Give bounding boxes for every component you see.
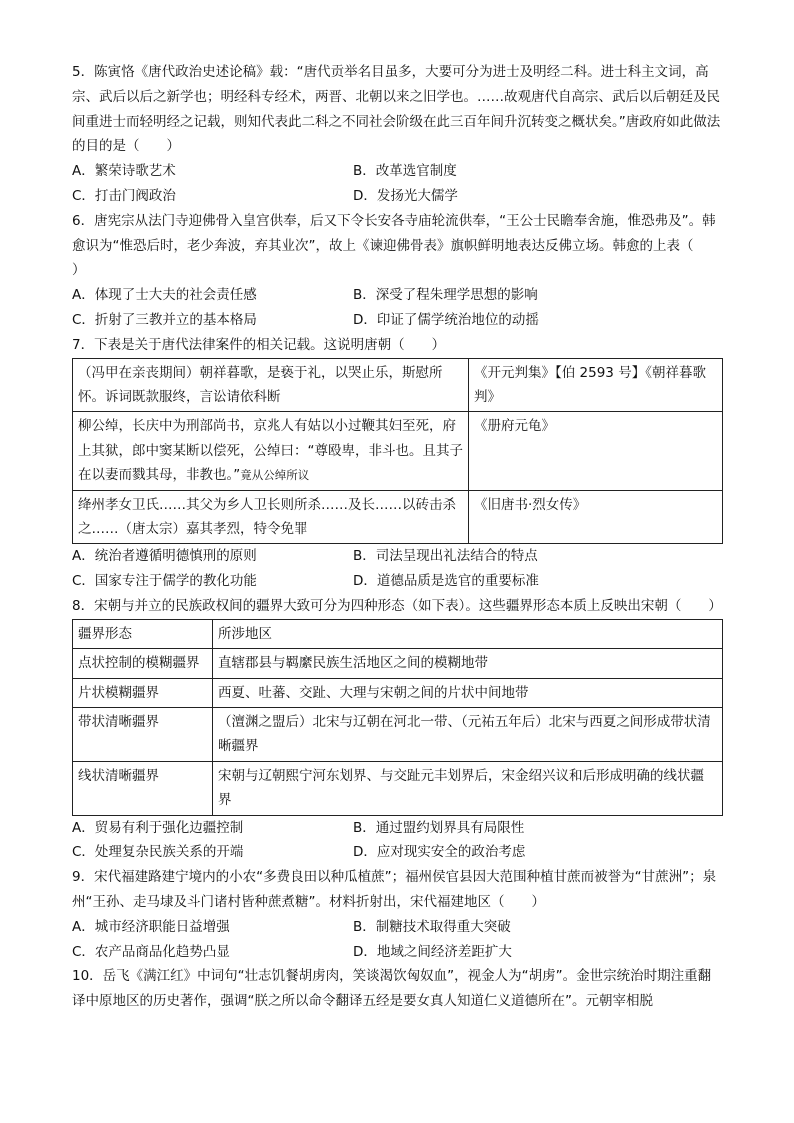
question-10-stem: 10．岳飞《满江红》中词句“壮志饥餐胡虏肉，笑谈渴饮匈奴血”，视金人为“胡虏”。金世宗统治时期注重翻译中原地区的历史著作，强调“朕之所以命令翻译五经是要女真人知道仁义道德所在”。元朝宰相脱 — [72, 968, 712, 1010]
table-cell: 宋朝与辽朝熙宁河东划界、与交趾元丰划界后，宋金绍兴议和后形成明确的线状疆界 — [213, 761, 723, 815]
table-header-row — [73, 619, 723, 648]
table-cell-source: 《旧唐书·烈女传》 — [469, 490, 723, 544]
question-7-stem: 7．下表是关于唐代法律案件的相关记载。这说明唐朝（ ） — [72, 336, 446, 353]
table-row — [73, 761, 723, 815]
question-6-options — [72, 283, 722, 333]
question-8-stem: 8．宋朝与并立的民族政权间的疆界大致可分为四种形态（如下表）。这些疆界形态本质上反映出宋朝（ ） — [72, 598, 722, 614]
border-forms-table — [72, 619, 723, 816]
option-c[interactable]: C．处理复杂民族关系的开端 — [72, 844, 244, 861]
option-b[interactable]: B．改革选官制度 — [353, 163, 457, 180]
question-9-options — [72, 915, 722, 965]
table-row — [73, 649, 723, 678]
table-cell: 直辖郡县与羁縻民族生活地区之间的模糊地带 — [213, 649, 723, 678]
option-c[interactable]: C．打击门阀政治 — [72, 187, 176, 204]
question-7-options — [72, 544, 722, 594]
table-cell-source: 《册府元龟》 — [469, 412, 723, 490]
question-10 — [72, 964, 722, 1014]
exam-page — [72, 60, 722, 1014]
table-cell: 片状模糊疆界 — [73, 678, 213, 707]
table-cell: 西夏、吐蕃、交趾、大理与宋朝之间的片状中间地带 — [213, 678, 723, 707]
option-a[interactable]: A．统治者遵循明德慎刑的原则 — [72, 548, 257, 565]
question-8-options — [72, 816, 722, 866]
option-a[interactable]: A．体现了士大夫的社会责任感 — [72, 287, 257, 304]
question-7 — [72, 333, 722, 594]
option-d[interactable]: D．道德品质是选官的重要标准 — [353, 573, 539, 590]
table-header-cell: 疆界形态 — [73, 619, 213, 648]
option-d[interactable]: D．地域之间经济差距扩大 — [353, 943, 512, 960]
option-b[interactable]: B．通过盟约划界具有局限性 — [353, 819, 525, 836]
table-cell-content — [73, 412, 469, 490]
option-d[interactable]: D．发扬光大儒学 — [353, 187, 458, 204]
question-5-options — [72, 159, 722, 209]
table-cell: 点状控制的模糊疆界 — [73, 649, 213, 678]
option-d[interactable]: D．应对现实安全的政治考虑 — [353, 844, 526, 861]
question-5 — [72, 60, 722, 209]
table-row — [73, 490, 723, 544]
question-5-stem: 5．陈寅恪《唐代政治史述论稿》载：“唐代贡举名目虽多，大要可分为进士及明经二科。进士科主文词，高宗、武后以后之新学也；明经科专经术，两晋、北朝以来之旧学也。……故观唐代自高宗、武后以后朝廷及民间重进士而轻明经之记载，则知代表此二科之不同社会阶级在此三百年间升沉转变之概状矣。”唐政府如此做法的目的是（ ） — [72, 64, 721, 155]
option-d[interactable]: D．印证了儒学统治地位的动摇 — [353, 311, 539, 328]
table-header-cell: 所涉地区 — [213, 619, 723, 648]
option-b[interactable]: B．制糖技术取得重大突破 — [353, 918, 511, 935]
option-b[interactable]: B．司法呈现出礼法结合的特点 — [353, 548, 538, 565]
table-cell-source: 《开元判集》【伯 2593 号】《朝祥暮歌判》 — [469, 358, 723, 412]
option-a[interactable]: A．繁荣诗歌艺术 — [72, 163, 176, 180]
table-row — [73, 412, 723, 490]
table-cell: 带状清晰疆界 — [73, 708, 213, 762]
law-cases-table — [72, 358, 723, 545]
option-c[interactable]: C．农产品商品化趋势凸显 — [72, 943, 230, 960]
question-6 — [72, 209, 722, 333]
option-a[interactable]: A．贸易有利于强化边疆控制 — [72, 819, 244, 836]
option-b[interactable]: B．深受了程朱理学思想的影响 — [353, 287, 538, 304]
question-6-stem: 6．唐宪宗从法门寺迎佛骨入皇宫供奉，后又下令长安各寺庙轮流供奉，“王公士民瞻奉舍施，惟恐弗及”。韩愈识为“惟恐后时，老少奔波，弃其业次”，故上《谏迎佛骨表》旗帜鲜明地表达反佛立场。韩愈的上表（ ） — [72, 212, 721, 279]
table-row — [73, 358, 723, 412]
table-row — [73, 708, 723, 762]
option-c[interactable]: C．国家专注于儒学的教化功能 — [72, 573, 257, 590]
table-cell-content: 绛州孝女卫氏……其父为乡人卫长则所杀……及长……以砖击杀之……（唐太宗）嘉其孝烈，特令免罪 — [73, 490, 469, 544]
question-9-stem: 9．宋代福建路建宁境内的小农“多费良田以种瓜植蔗”；福州侯官县因大范围种植甘蔗而被誉为“甘蔗洲”；泉州“王孙、走马埭及斗门诸村皆种蔗煮糖”。材料折射出，宋代福建地区（ ） — [72, 869, 717, 911]
option-c[interactable]: C．折射了三教并立的基本格局 — [72, 311, 257, 328]
table-cell-content: （冯甲在亲丧期间）朝祥暮歌，是亵于礼，以哭止乐，斯慰所怀。诉词既款服终，言讼请依科断 — [73, 358, 469, 412]
case-note: 竟从公绰所议 — [240, 468, 310, 483]
option-a[interactable]: A．城市经济职能日益增强 — [72, 918, 230, 935]
question-8 — [72, 594, 722, 865]
table-row — [73, 678, 723, 707]
table-cell: 线状清晰疆界 — [73, 761, 213, 815]
case-text: 柳公绰，长庆中为刑部尚书，京兆人有姑以小过鞭其妇至死，府上其狱，郎中窦某断以偿死，公绰曰：“尊殴卑，非斗也。且其子在以妻而戮其母，非教也。” — [78, 418, 463, 484]
question-9 — [72, 865, 722, 964]
table-cell: （澶渊之盟后）北宋与辽朝在河北一带、（元祐五年后）北宋与西夏之间形成带状清晰疆界 — [213, 708, 723, 762]
